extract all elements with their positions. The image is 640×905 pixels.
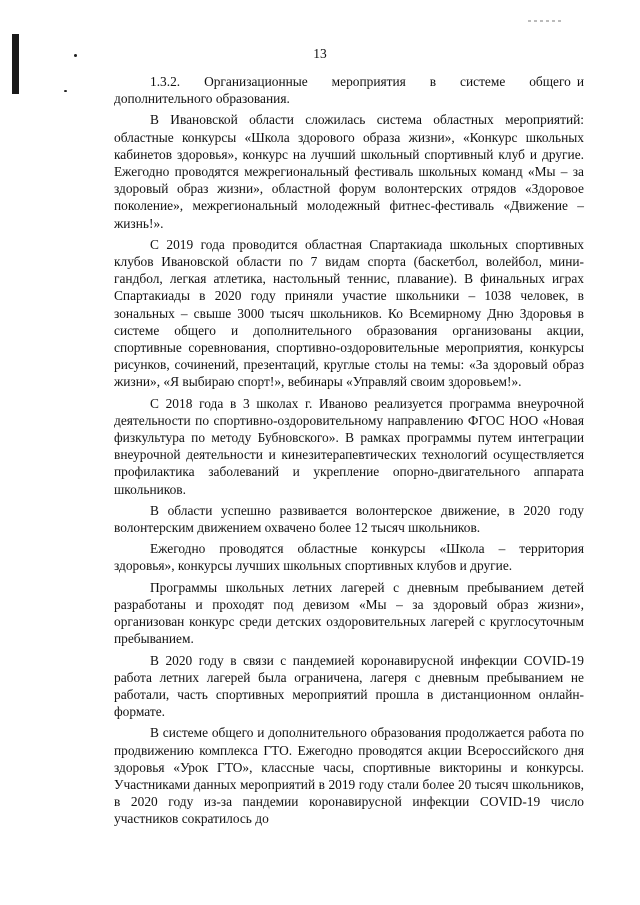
- section-heading: 1.3.2. Организационные мероприятия в системе общего и дополнительного образования.: [114, 74, 584, 107]
- document-body: [114, 73, 584, 832]
- scan-speck: [64, 90, 67, 92]
- paragraph: В системе общего и дополнительного образования продолжается работа по продвижению комплекса ГТО. Ежегодно проводятся акции Всероссийского дня здоровья «Урок ГТО», классные часы, спортивные викторины и конкурсы. Участниками данных мероприятий в 2019 году стали более 20 тысяч школьников, в 2020 году из-за пандемии коронавирусной инфекции COVID-19 число участников сократилось до: [114, 725, 584, 827]
- page-number: 13: [313, 46, 327, 61]
- scan-edge-mark: [12, 34, 19, 94]
- paragraph: Программы школьных летних лагерей с дневным пребыванием детей разработаны и проходят под девизом «Мы – за здоровый образ жизни», организован конкурс среди детских оздоровительных лагерей с круглосуточным пребыванием.: [114, 579, 584, 647]
- paragraph: Ежегодно проводятся областные конкурсы «Школа – территория здоровья», конкурсы лучших школьных спортивных клубов и другие.: [114, 541, 584, 574]
- paragraph: В 2020 году в связи с пандемией коронавирусной инфекции COVID-19 работа летних лагерей была ограничена, лагеря с дневным пребыванием не работали, часть спортивных мероприятий прошла в дистанционном онлайн-формате.: [114, 652, 584, 720]
- paragraph: С 2018 года в 3 школах г. Иваново реализуется программа внеурочной деятельности по спортивно-оздоровительному направлению ФГОС НОО «Новая физкультура по методу Бубновского». В рамках программы путем интеграции внеурочной деятельности и кинезитерапевтических технологий осуществляется профилактика заболеваний и укрепление опорно-двигательного аппарата школьников.: [114, 395, 584, 497]
- paragraph: С 2019 года проводится областная Спартакиада школьных спортивных клубов Ивановской области по 7 видам спорта (баскетбол, волейбол, мини-гандбол, легкая атлетика, настольный теннис, плавание). В финальных играх Спартакиады в 2020 году приняли участие школьники – 1038 человек, в зональных – свыше 3000 тысяч школьников. Ко Всемирному Дню Здоровья в системе общего и дополнительного образования организованы акции, спортивные соревнования, спортивно-оздоровительные мероприятия, конкурсы рисунков, сочинений, презентаций, круглые столы на темы: «За здоровый образ жизни», «Я выбираю спорт!», вебинары «Управляй своим здоровьем!».: [114, 236, 584, 390]
- scan-smudge: [528, 20, 562, 22]
- paragraph: В Ивановской области сложилась система областных мероприятий: областные конкурсы «Школа здорового образа жизни», «Конкурс школьных кабинетов здоровья», конкурс на лучший школьный спортивный клуб и другие. Ежегодно проводятся межрегиональный фестиваль школьных команд «Мы – за здоровый образ жизни», областной форум волонтерских отрядов «Здоровое поколение», межрегиональный молодежный фитнес-фестиваль «Движение – жизнь!».: [114, 112, 584, 231]
- paragraph: В области успешно развивается волонтерское движение, в 2020 году волонтерским движением охвачено более 12 тысяч школьников.: [114, 502, 584, 536]
